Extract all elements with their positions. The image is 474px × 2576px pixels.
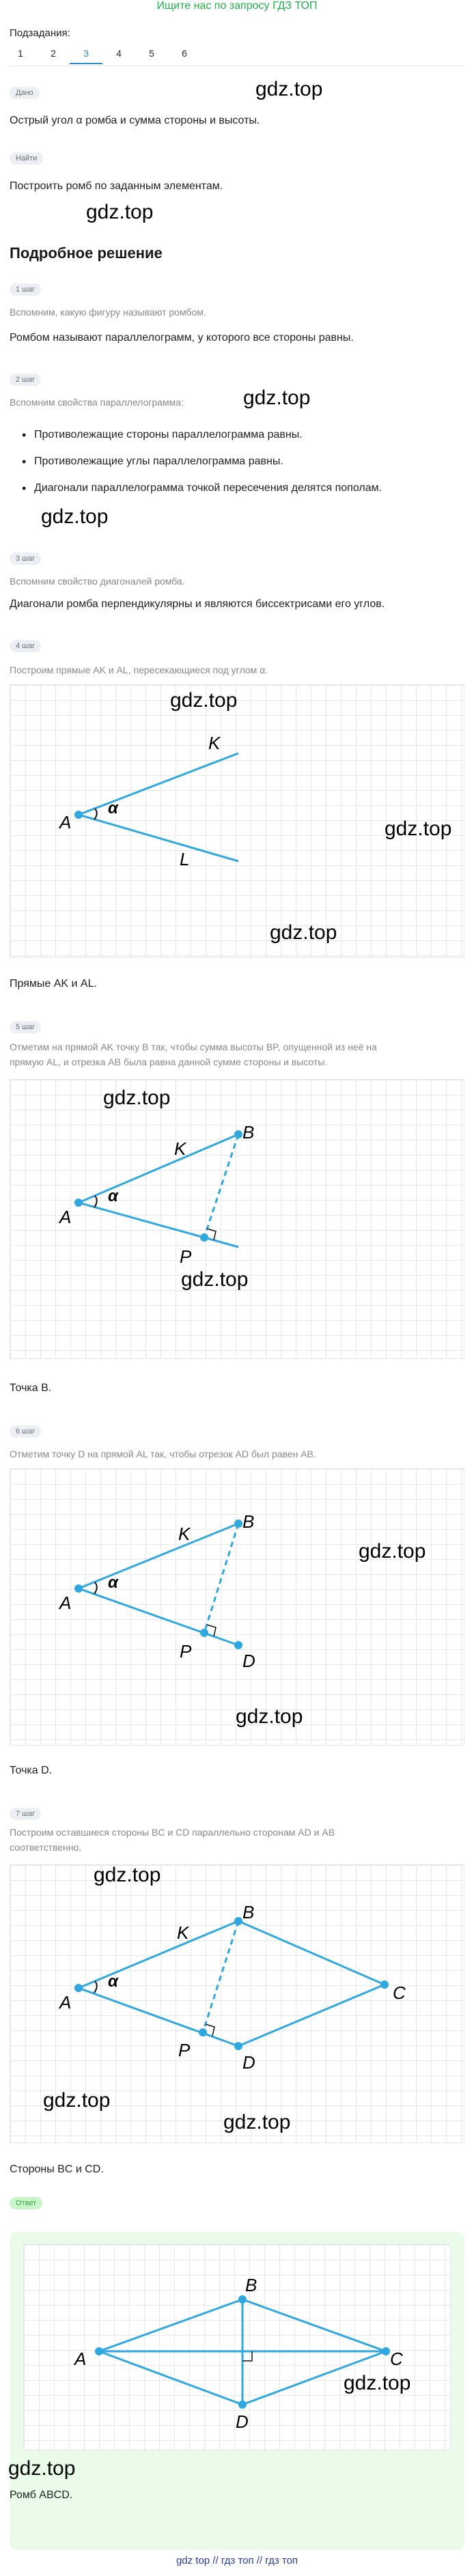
step-2-badge: 2 шаг — [10, 374, 41, 386]
point-c — [380, 1980, 389, 1989]
watermark: gdz.top — [223, 2111, 291, 2133]
angle-arc — [94, 809, 97, 820]
watermark: gdz.top — [385, 817, 452, 840]
figure-step-5-svg — [10, 1080, 465, 1360]
label-a: A — [59, 1593, 72, 1613]
label-b: B — [242, 1902, 255, 1922]
step-5-intro-2: прямую AL, и отрезка AB была равна данной сумме стороны и высоты. — [10, 1056, 328, 1067]
watermark: gdz.top — [94, 1864, 161, 1886]
footer-separator: // — [212, 2555, 219, 2566]
subtask-tab-2[interactable]: 2 — [51, 48, 56, 59]
label-alpha: α — [108, 1573, 118, 1592]
answer-caption: Ромб ABCD. — [10, 2489, 73, 2501]
watermark: gdz.top — [255, 78, 323, 100]
point-d — [238, 2400, 247, 2409]
step-5-badge: 5 шаг — [10, 1021, 41, 1033]
point-b — [234, 1917, 242, 1925]
given-badge: Дано — [10, 87, 40, 99]
step-6-badge: 6 шаг — [10, 1425, 41, 1438]
watermark: gdz.top — [359, 1540, 426, 1563]
point-a — [74, 1199, 83, 1207]
label-k: K — [177, 1922, 189, 1943]
label-d: D — [242, 2052, 255, 2073]
height-bp — [204, 1524, 238, 1633]
find-badge: Найти — [10, 152, 43, 165]
label-k: K — [178, 1524, 191, 1544]
side-ab — [99, 2299, 242, 2351]
watermark: gdz.top — [243, 387, 311, 409]
label-alpha: α — [108, 1972, 118, 1991]
step-4-caption: Прямые AK и AL. — [10, 978, 97, 990]
step-1-intro: Вспомним, какую фигуру называют ромбом. — [10, 307, 206, 318]
subtasks-label: Подзадания: — [10, 27, 70, 39]
point-a — [95, 2347, 103, 2355]
label-a: A — [59, 1207, 72, 1227]
step-6-caption: Точка D. — [10, 1765, 53, 1776]
side-bc — [242, 2299, 386, 2351]
label-a: A — [59, 812, 72, 832]
point-b — [238, 2295, 247, 2304]
ray-al — [79, 815, 238, 861]
subtask-tab-1[interactable]: 1 — [18, 48, 23, 59]
watermark: gdz.top — [170, 689, 238, 712]
ray-ak — [79, 753, 238, 815]
side-dc — [238, 1985, 385, 2046]
bottom-links — [0, 2555, 474, 2566]
subtask-tab-3[interactable]: 3 — [70, 48, 102, 64]
point-d — [234, 1641, 242, 1649]
subtask-tab-6[interactable]: 6 — [182, 48, 187, 59]
step-7-intro-1: Построим оставшиеся стороны BC и CD параллельно сторонам AD и AB — [10, 1827, 335, 1838]
step-5-intro-1: Отметим на прямой AK точку B так, чтобы сумма высоты BP, опущенной из неё на — [10, 1041, 377, 1052]
step-7-intro-2: соответственно. — [10, 1842, 82, 1853]
label-b: B — [242, 1511, 255, 1532]
subtask-tab-5[interactable]: 5 — [149, 48, 154, 59]
step-6-intro: Отметим точку D на прямой AL так, чтобы отрезок AD был равен AB. — [10, 1448, 316, 1459]
label-alpha: α — [108, 799, 118, 817]
label-a: A — [59, 1992, 72, 2013]
angle-arc — [94, 1582, 97, 1594]
subtask-tab-4[interactable]: 4 — [116, 48, 122, 59]
label-b: B — [242, 1122, 255, 1143]
label-c: C — [390, 2349, 403, 2369]
step-4-intro: Построим прямые AK и AL, пересекающиеся под углом α. — [10, 664, 268, 675]
search-hint-banner: Ищите нас по запросу ГДЗ ТОП — [156, 0, 318, 12]
watermark: gdz.top — [8, 2457, 76, 2480]
step-7-caption: Стороны BC и CD. — [10, 2164, 104, 2175]
watermark: gdz.top — [181, 1268, 249, 1291]
ray-ak — [79, 1524, 238, 1588]
point-a — [74, 1984, 83, 1992]
watermark: gdz.top — [270, 921, 337, 944]
watermark: gdz.top — [86, 201, 154, 223]
given-text: Острый угол α ромба и сумма стороны и высоты. — [10, 115, 260, 126]
step-4-badge: 4 шаг — [10, 640, 41, 652]
footer-separator: // — [256, 2555, 263, 2566]
point-b — [234, 1130, 242, 1138]
point-a — [74, 811, 83, 819]
label-k: K — [208, 733, 221, 753]
figure-step-6 — [10, 1468, 464, 1746]
watermark: gdz.top — [41, 505, 109, 528]
point-b — [234, 1520, 242, 1528]
label-b: B — [245, 2275, 257, 2295]
subtask-tabs — [4, 48, 201, 64]
point-p — [200, 1233, 208, 1242]
label-p: P — [178, 2040, 191, 2060]
side-bc — [238, 1921, 385, 1985]
watermark: gdz.top — [344, 2372, 411, 2394]
step-1-badge: 1 шаг — [10, 283, 41, 296]
height-bp — [203, 1921, 238, 2032]
label-alpha: α — [108, 1187, 118, 1205]
label-p: P — [180, 1246, 192, 1267]
bullet-item: • Диагонали параллелограмма точкой пересечения делятся пополам. — [10, 481, 464, 496]
step-3-badge: 3 шаг — [10, 552, 41, 565]
step-3-intro: Вспомним свойство диагоналей ромба. — [10, 576, 185, 587]
label-p: P — [180, 1641, 192, 1662]
footer-link[interactable]: гдз топ — [221, 2555, 254, 2566]
bullet-item: • Противолежащие стороны параллелограмма равны. — [10, 428, 464, 443]
step-1-text: Ромбом называют параллелограмм, у которого все стороны равны. — [10, 332, 354, 344]
bullet-item: • Противолежащие углы параллелограмма равны. — [10, 454, 464, 469]
side-ab — [79, 1921, 238, 1988]
solution-title: Подробное решение — [10, 244, 163, 262]
angle-arc — [94, 1981, 97, 1993]
label-k: K — [174, 1138, 186, 1159]
figure-answer-svg — [24, 2245, 451, 2451]
figure-step-5 — [10, 1079, 464, 1359]
label-c: C — [393, 1983, 406, 2003]
ray-ak — [79, 1134, 238, 1203]
point-a — [74, 1584, 83, 1593]
figure-step-4 — [10, 684, 464, 957]
watermark: gdz.top — [103, 1087, 171, 1109]
step-7-badge: 7 шаг — [10, 1808, 41, 1820]
figure-answer — [23, 2244, 451, 2450]
label-l: L — [180, 849, 190, 869]
label-d: D — [236, 2411, 249, 2432]
answer-box — [10, 2232, 464, 2550]
right-angle-mark — [242, 2351, 252, 2361]
figure-step-7 — [10, 1864, 464, 2143]
step-3-text: Диагонали ромба перпендикулярны и являются биссектрисами его углов. — [10, 598, 385, 610]
answer-badge: Ответ — [10, 2197, 42, 2209]
step-2-bullets — [10, 428, 464, 507]
footer-link[interactable]: gdz top — [176, 2555, 210, 2566]
point-p — [199, 2028, 207, 2036]
label-a: A — [74, 2349, 87, 2369]
height-bp — [204, 1134, 238, 1237]
footer-link[interactable]: гдз топ — [265, 2555, 298, 2566]
angle-arc — [94, 1196, 97, 1207]
side-ad — [99, 2351, 242, 2405]
point-c — [382, 2347, 390, 2355]
watermark: gdz.top — [43, 2089, 111, 2112]
watermark: gdz.top — [236, 1705, 303, 1728]
label-d: D — [242, 1651, 255, 1671]
point-d — [234, 2042, 242, 2050]
step-2-intro: Вспомним свойства параллелограмма: — [10, 397, 184, 408]
find-text: Построить ромб по заданным элементам. — [10, 180, 223, 192]
point-p — [200, 1629, 208, 1637]
step-5-caption: Точка B. — [10, 1382, 52, 1394]
